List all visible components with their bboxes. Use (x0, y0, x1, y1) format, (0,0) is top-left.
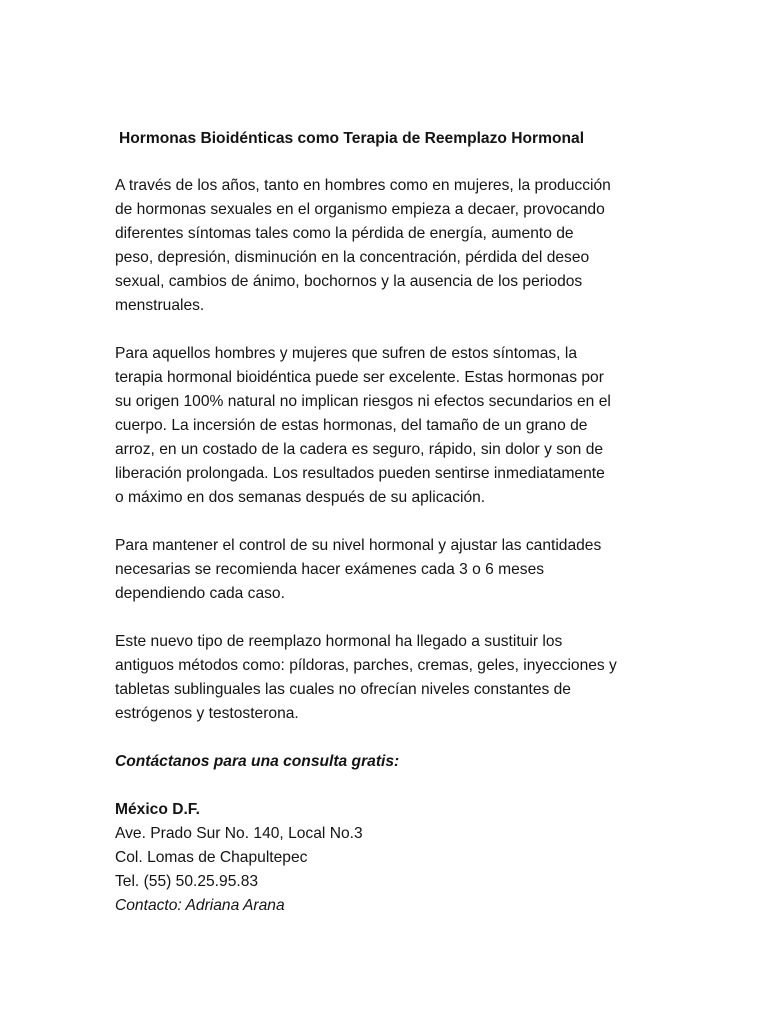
address-phone: Tel. (55) 50.25.95.83 (115, 873, 259, 890)
address-contact-person: Contacto: Adriana Arana (115, 897, 285, 914)
document-page (115, 127, 655, 918)
document-title: Hormonas Bioidénticas como Terapia de Reemplazo Hormonal (119, 130, 585, 147)
paragraph-control: Para mantener el control de su nivel hormonal y ajustar las cantidades necesarias se recomienda hacer exámenes cada 3 o 6 meses dependiendo cada caso. (115, 537, 602, 602)
contact-heading: Contáctanos para una consulta gratis: (115, 753, 400, 770)
paragraph-replacement: Este nuevo tipo de reemplazo hormonal ha llegado a sustituir los antiguos métodos como: píldoras, parches, cremas, geles, inyecciones y tabletas sublinguales las cuales no ofrecían niveles constantes de estrógenos y testosterona. (115, 633, 617, 722)
address-colony: Col. Lomas de Chapultepec (115, 849, 308, 866)
address-block (115, 798, 655, 918)
paragraph-intro: A través de los años, tanto en hombres como en mujeres, la producción de hormonas sexuales en el organismo empieza a decaer, provocando diferentes síntomas tales como la pérdida de energía, aumento de peso, depresión, disminución en la concentración, pérdida del deseo sexual, cambios de ánimo, bochornos y la ausencia de los periodos menstruales. (115, 177, 611, 314)
address-city: México D.F. (115, 801, 200, 818)
paragraph-therapy: Para aquellos hombres y mujeres que sufren de estos síntomas, la terapia hormonal bioidéntica puede ser excelente. Estas hormonas por su origen 100% natural no implican riesgos ni efectos secundarios en el cuerpo. La incersión de estas hormonas, del tamaño de un grano de arroz, en un costado de la cadera es seguro, rápido, sin dolor y son de liberación prolongada. Los resultados pueden sentirse inmediatamente o máximo en dos semanas después de su aplicación. (115, 345, 611, 506)
address-street: Ave. Prado Sur No. 140, Local No.3 (115, 825, 363, 842)
